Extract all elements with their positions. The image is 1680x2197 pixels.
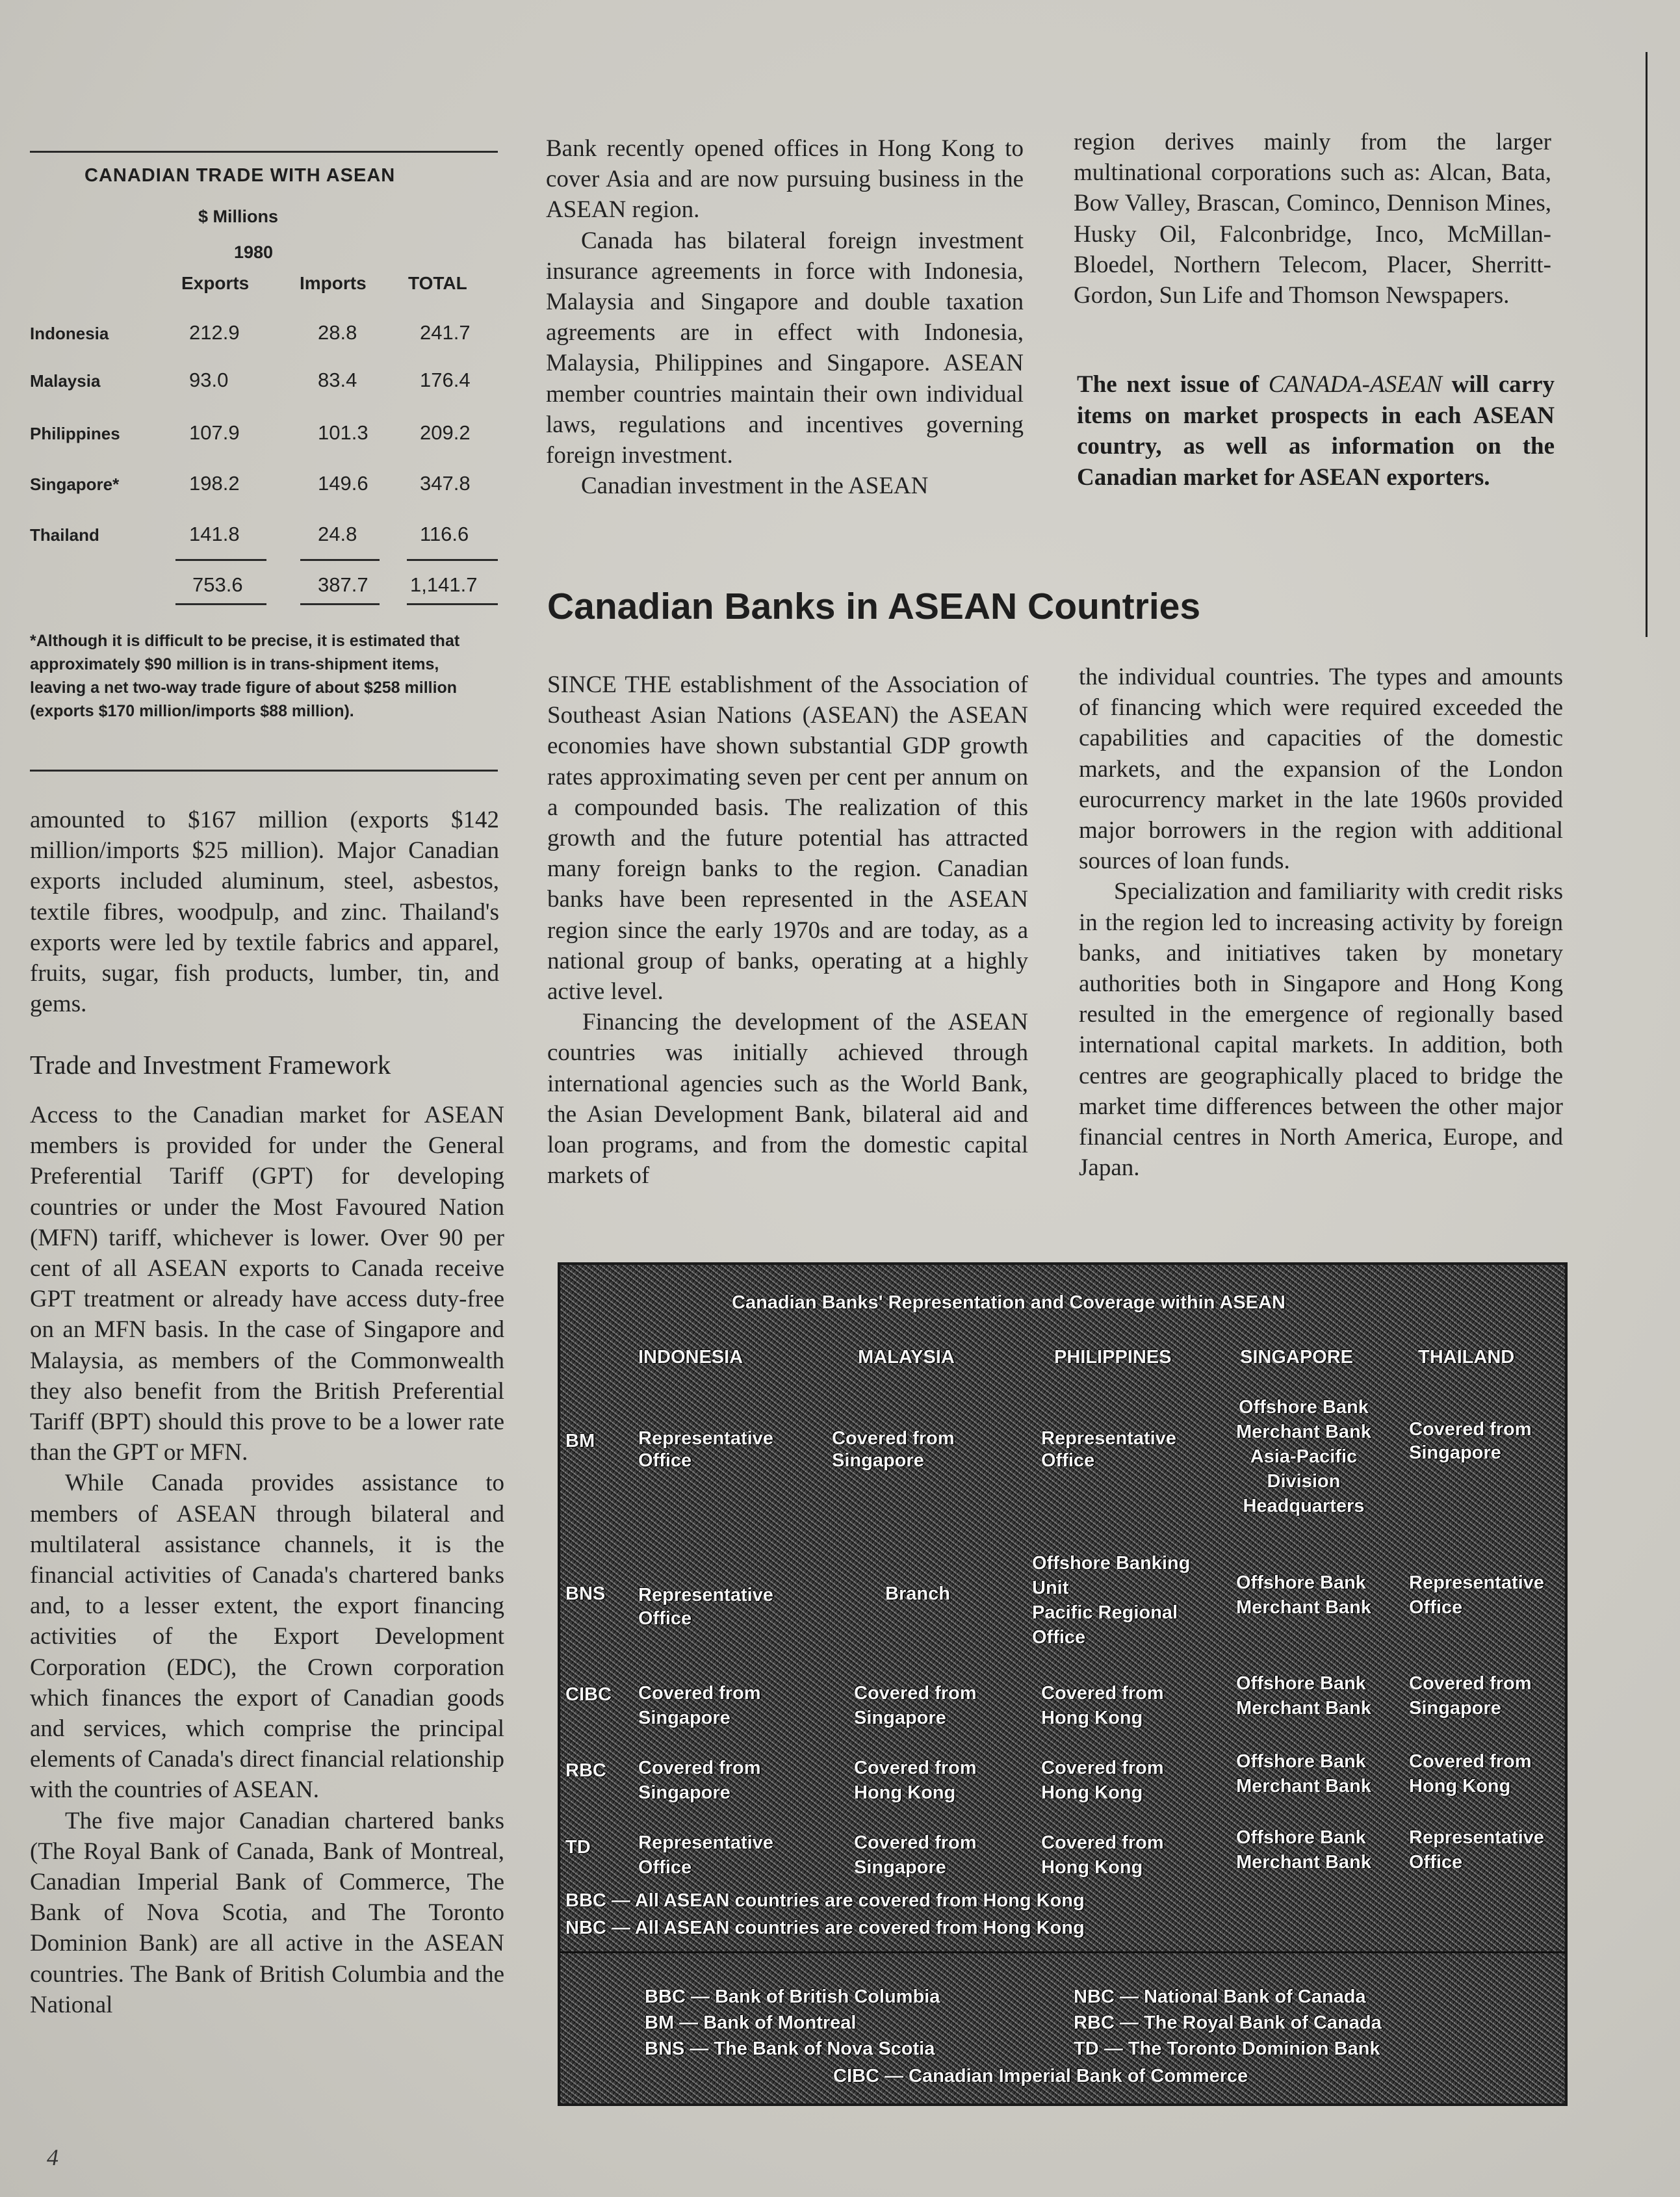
figure-title: Canadian Banks' Representation and Coverage within ASEAN bbox=[732, 1292, 1286, 1313]
figure-cell: Covered from Singapore bbox=[854, 1832, 977, 1878]
figure-cell: Covered from Singapore bbox=[832, 1428, 955, 1471]
figure-cell: Covered from Singapore bbox=[1409, 1673, 1532, 1719]
figure-col-indonesia: INDONESIA bbox=[638, 1347, 743, 1368]
column-3-top bbox=[1074, 127, 1551, 311]
trade-table-footnote: *Although it is difficult to be precise, it is estimated that approximately $90 million is in trans-shipment items, leaving a net two-way trade figure of about $258 million (exports $170 million/imports $88 million). bbox=[30, 632, 460, 720]
figure-cell: Covered from Hong Kong bbox=[1409, 1751, 1532, 1797]
legend-item: CIBC — Canadian Imperial Bank of Commerce bbox=[833, 2066, 1248, 2086]
row-exports: 107.9 bbox=[189, 421, 240, 444]
figure-col-thailand: THAILAND bbox=[1418, 1347, 1515, 1368]
figure-cell: Covered from Hong Kong bbox=[1041, 1758, 1164, 1803]
page-number: 4 bbox=[47, 2144, 58, 2170]
paragraph: The five major Canadian chartered banks (The Royal Bank of Canada, Bank of Montreal, Canadian Imperial Bank of Commerce, The Bank of Nova Scotia, and The Toronto Dominion Bank) are all active in the ASEAN countries. The Bank of British Columbia and the National bbox=[30, 1807, 504, 2018]
legend-item: BM — Bank of Montreal bbox=[645, 2012, 857, 2033]
legend-item: RBC — The Royal Bank of Canada bbox=[1074, 2012, 1382, 2033]
row-exports: 212.9 bbox=[189, 321, 240, 344]
row-total: 209.2 bbox=[420, 421, 471, 444]
figure-cell: Representative Office bbox=[638, 1832, 773, 1878]
col-header-imports: Imports bbox=[300, 273, 367, 293]
figure-note-nbc: NBC — All ASEAN countries are covered from Hong Kong bbox=[565, 1918, 1085, 1938]
figure-cell: Representative Office bbox=[1041, 1428, 1176, 1471]
figure-cell: Covered from Hong Kong bbox=[1041, 1683, 1164, 1728]
row-imports: 149.6 bbox=[318, 472, 368, 495]
figure-bank-label: CIBC bbox=[565, 1684, 612, 1705]
figure-col-singapore: SINGAPORE bbox=[1240, 1347, 1354, 1368]
trade-table-year: 1980 bbox=[234, 242, 274, 262]
column-1-upper bbox=[30, 805, 499, 1019]
figure-bank-label: RBC bbox=[565, 1760, 606, 1781]
figure-cell: Covered from Singapore bbox=[638, 1683, 761, 1728]
row-imports: 101.3 bbox=[318, 421, 368, 444]
next-issue-note bbox=[1077, 369, 1555, 493]
note-text: The next issue of bbox=[1077, 371, 1269, 398]
row-country: Malaysia bbox=[30, 371, 101, 391]
row-imports: 83.4 bbox=[318, 369, 357, 391]
column-1-lower bbox=[30, 1100, 504, 2020]
row-total: 241.7 bbox=[420, 321, 471, 344]
paragraph: Bank recently opened offices in Hong Kong to cover Asia and are now pursuing business in the ASEAN region. bbox=[546, 135, 1024, 224]
article-column-2 bbox=[547, 670, 1028, 1191]
figure-bank-label: BM bbox=[565, 1431, 595, 1451]
note-text: will carry items on market prospects in each ASEAN country, as well as information on the Canadian market for ASEAN exporters. bbox=[1077, 371, 1555, 491]
table-row bbox=[30, 421, 498, 454]
paragraph: the individual countries. The types and amounts of financing which were required exceeded the capabilities and capacities of the domestic markets, and the expansion of the London eurocurrency market in the late 1960s provided major borrowers in the region with additional sources of loan funds. bbox=[1079, 664, 1563, 875]
total-subtotal-rule bbox=[407, 559, 498, 561]
article-heading: Canadian Banks in ASEAN Countries bbox=[547, 586, 1201, 627]
section-subheading: Trade and Investment Framework bbox=[30, 1050, 391, 1080]
table-row bbox=[30, 472, 498, 504]
figure-cell: Covered from Singapore bbox=[638, 1758, 761, 1803]
row-total: 347.8 bbox=[420, 472, 471, 495]
figure-note-bbc: BBC — All ASEAN countries are covered from Hong Kong bbox=[565, 1890, 1085, 1911]
row-imports: 28.8 bbox=[318, 321, 357, 344]
totals-bottom-rule bbox=[175, 603, 266, 605]
trade-table-title: CANADIAN TRADE WITH ASEAN bbox=[84, 165, 396, 186]
figure-cell: Offshore Banking Unit Pacific Regional Office bbox=[1032, 1553, 1191, 1648]
total-imports: 387.7 bbox=[318, 573, 368, 596]
col-header-exports: Exports bbox=[181, 273, 250, 293]
figure-col-malaysia: MALAYSIA bbox=[858, 1347, 955, 1368]
row-imports: 24.8 bbox=[318, 523, 357, 545]
figure-cell: Offshore Bank Merchant Bank bbox=[1236, 1673, 1371, 1719]
paragraph: amounted to $167 million (exports $142 million/imports $25 million). Major Canadian exports included aluminum, steel, asbestos, textile fibres, woodpulp, and zinc. Thailand's exports were led by textile fabrics and apparel, fruits, sugar, fish products, lumber, tin, and gems. bbox=[30, 807, 499, 1018]
imports-subtotal-rule bbox=[300, 559, 380, 561]
paragraph: Financing the development of the ASEAN countries was initially achieved through international agencies such as the World Bank, the Asian Development Bank, bilateral aid and loan programs, and from the domestic capital markets of bbox=[547, 1009, 1028, 1190]
legend-item: TD — The Toronto Dominion Bank bbox=[1074, 2038, 1380, 2059]
col-header-total: TOTAL bbox=[408, 273, 467, 293]
figure-cell: Covered from Hong Kong bbox=[854, 1758, 977, 1803]
table-row bbox=[30, 321, 498, 354]
figure-legend-divider bbox=[560, 1951, 1565, 1953]
figure-cell: Representative Office bbox=[638, 1585, 773, 1629]
paragraph: SINCE THE establishment of the Association of Southeast Asian Nations (ASEAN) the ASEAN economies have shown substantial GDP growth rates approximating seven per cent per annum on a compounded basis. The realization of this growth and the future potential has attracted many foreign banks to the region. Canadian banks have been represented in the ASEAN region since the early 1970s and are today, as a national group of banks, operating at a highly active level. bbox=[547, 671, 1028, 1006]
figure-cell: Covered from Singapore bbox=[1409, 1419, 1532, 1463]
publication-title: CANADA-ASEAN bbox=[1268, 371, 1442, 398]
figure-cell: Offshore Bank Merchant Bank bbox=[1236, 1751, 1371, 1797]
legend-item: BNS — The Bank of Nova Scotia bbox=[645, 2038, 935, 2059]
figure-cell: Representative Office bbox=[1409, 1572, 1544, 1618]
figure-cell: Offshore Bank Merchant Bank bbox=[1236, 1827, 1371, 1873]
figure-cell: Covered from Singapore bbox=[854, 1683, 977, 1728]
table-top-rule bbox=[30, 151, 498, 153]
legend-item: BBC — Bank of British Columbia bbox=[645, 1986, 940, 2007]
row-exports: 141.8 bbox=[189, 523, 240, 545]
paragraph: Specialization and familiarity with credit risks in the region led to increasing activity by foreign banks, and initiatives taken by monetary authorities both in Singapore and Hong Kong resulted in the emergence of regionally based international capital markets. In addition, both centres are geographically placed to bridge the market time differences between the other major financial centres in North America, Europe, and Japan. bbox=[1079, 878, 1563, 1182]
paragraph: While Canada provides assistance to members of ASEAN through bilateral and multilateral assistance channels, it is the financial activities of Canada's chartered banks and, to a lesser extent, the export financing activities of the Export Development Corporation (EDC), the Crown corporation which finances the export of Canadian goods and services, which comprise the principal elements of Canada's direct financial relationship with the countries of ASEAN. bbox=[30, 1470, 504, 1804]
figure-cell: Representative Office bbox=[1409, 1827, 1544, 1873]
table-totals-row bbox=[30, 573, 498, 606]
paragraph: Canadian investment in the ASEAN bbox=[581, 473, 929, 500]
total-exports: 753.6 bbox=[192, 573, 243, 596]
column-2-top bbox=[546, 133, 1024, 501]
row-exports: 198.2 bbox=[189, 472, 240, 495]
totals-bottom-rule bbox=[300, 603, 380, 605]
table-bottom-rule bbox=[30, 770, 498, 772]
trade-table-unit: $ Millions bbox=[198, 207, 279, 226]
legend-item: NBC — National Bank of Canada bbox=[1074, 1986, 1366, 2007]
paragraph: Canada has bilateral foreign investment insurance agreements in force with Indonesia, Malaysia and Singapore and double taxation agreements are in effect with Indonesia, Malaysia, Philippines and Singapore. ASEAN member countries maintain their own individual laws, regulations and incentives governing foreign investment. bbox=[546, 227, 1024, 469]
figure-cell: Branch bbox=[885, 1583, 950, 1604]
figure-cell: Covered from Hong Kong bbox=[1041, 1832, 1164, 1878]
margin-mark bbox=[1646, 52, 1648, 637]
table-row bbox=[30, 523, 498, 555]
row-country: Indonesia bbox=[30, 324, 109, 343]
paragraph: region derives mainly from the larger multinational corporations such as: Alcan, Bata, Bow Valley, Brascan, Cominco, Dennison Mines, Husky Oil, Falconbridge, Inco, McMillan-Bloedel, Northern Telecom, Placer, Sherritt-Gordon, Sun Life and Thomson Newspapers. bbox=[1074, 129, 1551, 309]
figure-bank-label: TD bbox=[565, 1837, 591, 1858]
article-column-3 bbox=[1079, 662, 1563, 1183]
row-exports: 93.0 bbox=[189, 369, 229, 391]
figure-col-philippines: PHILIPPINES bbox=[1054, 1347, 1172, 1368]
row-country: Philippines bbox=[30, 424, 120, 443]
paragraph: Access to the Canadian market for ASEAN members is provided for under the General Preferential Tariff (GPT) for developing countries or under the Most Favoured Nation (MFN) tariff, whichever is lower. Over 90 per cent of all ASEAN exports to Canada receive GPT treatment or already have access duty-free on an MFN basis. In the case of Singapore and Malaysia, as members of the Commonwealth they also benefit from the British Preferential Tariff (BPT) should this prove to be a lower rate than the GPT or MFN. bbox=[30, 1102, 504, 1466]
figure-cell: Offshore Bank Merchant Bank bbox=[1236, 1572, 1371, 1618]
total-total: 1,141.7 bbox=[410, 573, 478, 596]
figure-cell: Offshore Bank Merchant Bank Asia-Pacific Division Headquarters bbox=[1236, 1397, 1371, 1516]
bank-coverage-figure bbox=[558, 1262, 1568, 2106]
row-total: 176.4 bbox=[420, 369, 471, 391]
exports-subtotal-rule bbox=[175, 559, 266, 561]
row-country: Thailand bbox=[30, 525, 99, 545]
totals-bottom-rule bbox=[407, 603, 498, 605]
row-country: Singapore* bbox=[30, 474, 120, 494]
figure-bank-label: BNS bbox=[565, 1583, 606, 1604]
figure-cell: Representative Office bbox=[638, 1428, 773, 1471]
table-row bbox=[30, 369, 498, 401]
row-total: 116.6 bbox=[420, 523, 469, 545]
